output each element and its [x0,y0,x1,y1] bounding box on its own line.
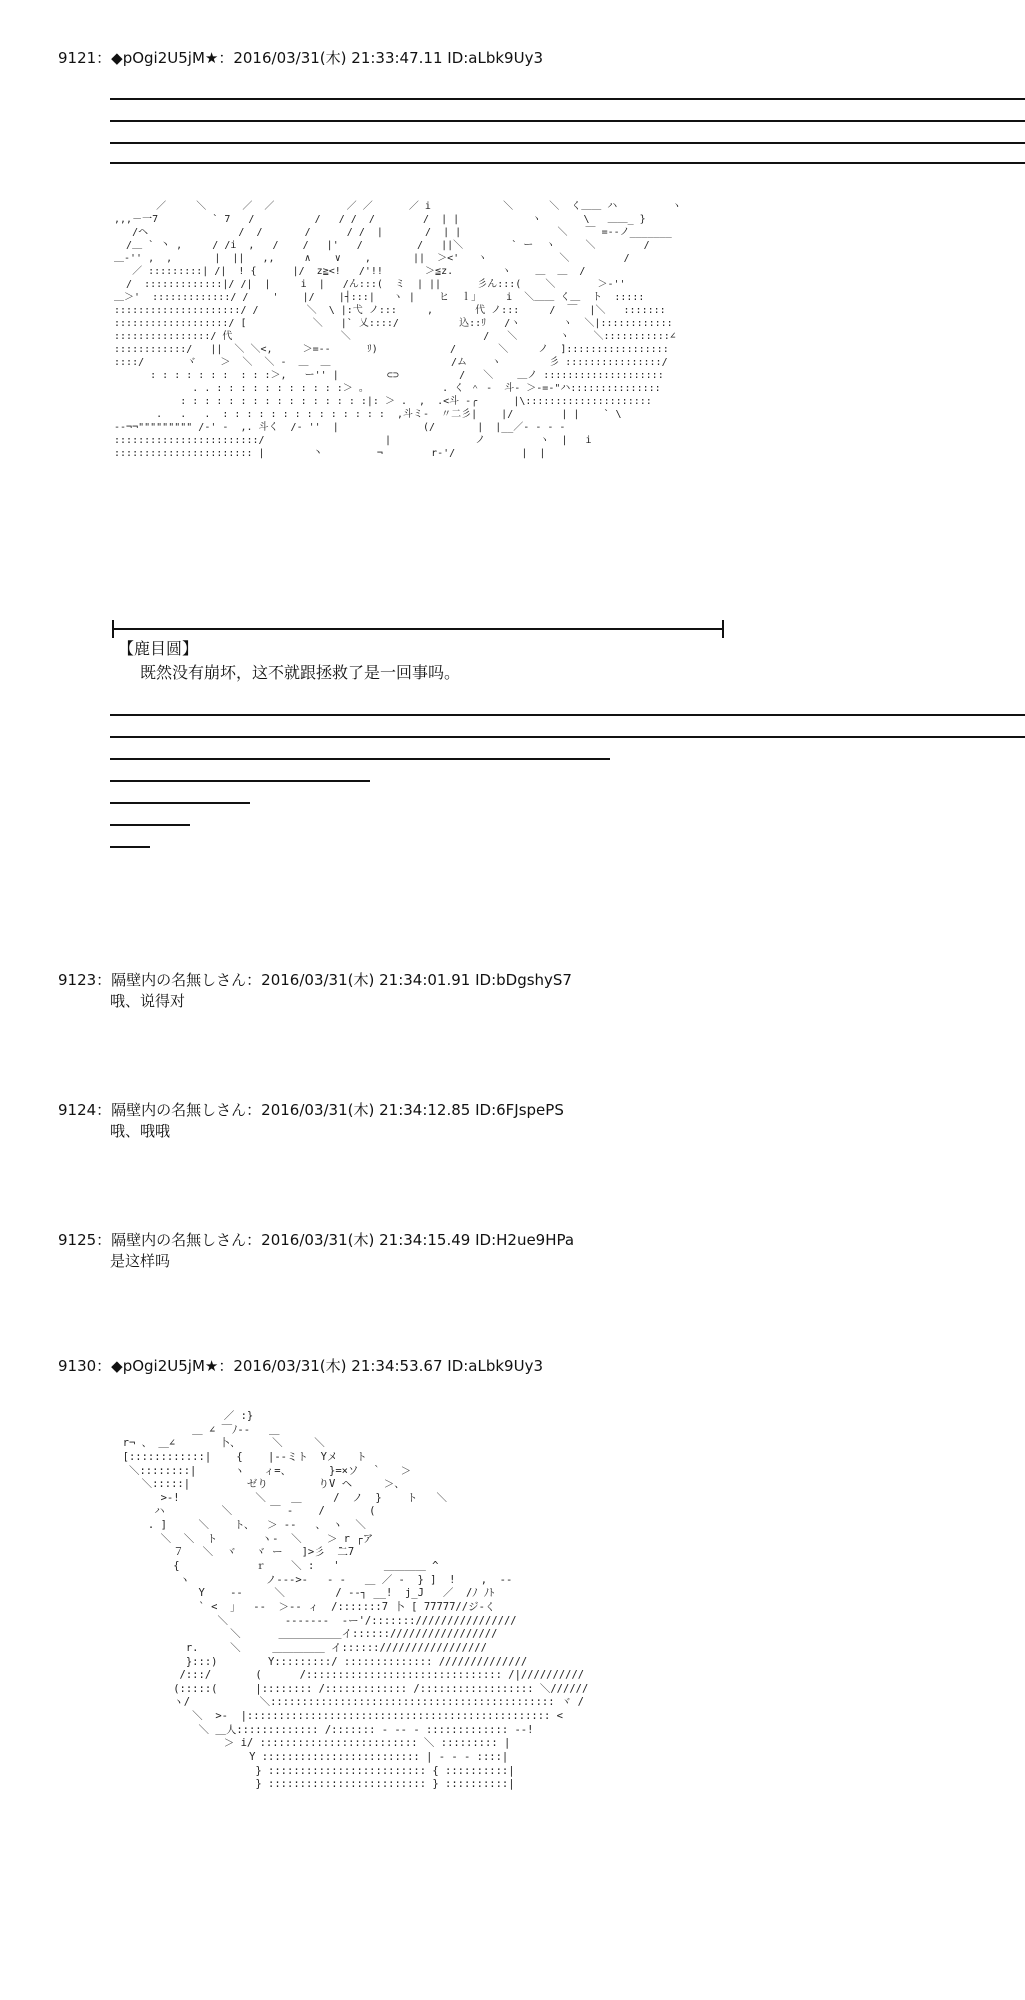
ascii-art-hand: ／ :} ＿ ∠ ￣ﾉ‐‐ ＿ r¬ 、 ＿∠ 卜、 ＼ ＼ [::::::::::::| { |‐‐ミト Yメ ト ＼::::::::| ヽ ィ=、 }=×ソ ｀ ＞ ＼:::::| ゼり りV ヘ ＞、 >-! ＼ ＿ / ノ } ト ＼ ハ ＼ ￣ ‐ / ( . ] ＼ ト、 ＞ ‐‐ 、 ヽ ＼ ＼ ＼ ト ヽ‐ ＼ ＞ r ┌ア ７ ＼ ヾ ヾ ー ]>彡 ̄二7 { ｒ ＼ : ' ＿＿＿＿ ^ ヽ ノ‐‐‐>‐ ‐ ‐ ＿ ／ ‐ } ] ! , ‐‐ Y ‐‐ ＼ / ‐‐┐ __! j_J ／ /ﾉ ﾉﾄ ` < 」 ‐‐ ＞‐‐ ィ /:::::::7 卜 [ 77777//ジ‐く ＼ ‐‐‐‐‐‐‐ ‐ー'/::::::://////////////// ＼ ＿＿＿＿＿＿イ::::::///////////////// r. ＼ ＿＿＿＿＿ イ::::::///////////////// }:::) Y:::::::::/ :::::::::::::: ////////////// /:::/ ( /::::::::::::::::::::::::::::::: /|////////// (:::::( |:::::::: /::::::::::::: /:::::::::::::::::: ＼////// ヽ/ ＼::::::::::::::::::::::::::::::::::::::::::::: ヾ / ＼ >‐ |:::::::::::::::::::::::::::::::::::::::::::::::: < ＼ ＿人::::::::::::: /::::::: ‐ ‐‐ ‐ ::::::::::::: ‐‐! ＞ i/ ::::::::::::::::::::::::: ＼ ::::::::: | Y ::::::::::::::::::::::::: | ‐ ‐ ‐ ::::| } ::::::::::::::::::::::::: { ::::::::::| } ::::::::::::::::::::::::: } ::::::::::| [122,1410,589,1791]
speech-bracket-left-end [112,620,114,638]
speech-text: 既然没有崩坏，这不就跟拯救了是一回事吗。 [140,663,461,682]
divider-line [110,846,150,848]
speech-bracket-line [112,628,724,630]
post-header-9125: 9125：隔壁内の名無しさん：2016/03/31(木) 21:34:15.49 ID:H2ue9HPa [58,1231,575,1249]
post-body-9123: 哦、说得对 [110,992,186,1010]
speaker-name: 【鹿目圆】 [118,639,199,658]
post-header-9121: 9121：◆pOgi2U5jM★：2016/03/31(木) 21:33:47.11 ID:aLbk9Uy3 [58,49,543,67]
speech-bracket-right-end [722,620,724,638]
post-header-9124: 9124：隔壁内の名無しさん：2016/03/31(木) 21:34:12.85 ID:6FJspePS [58,1101,564,1119]
divider-line [110,824,190,826]
ascii-art-face: ／ ＼ ／ ／ ／ ／ ／ i ＼ ＼ く＿＿ ハ ヽ ,,,－一7 ` 7 / / / / / / | | ヽ \ ＿＿_ } /ヘ / / / / / | / | | ＼ ￣ =-‐ノ_______ /＿ ` 丶 , / /i , / / |' / / ||＼ ` ー ヽ ＼ / ＿‐'' , , | || ,, ∧ ∨ , || ＞<' ヽ ＼ / ／ :::::::::| /| ! { |/ z≧<! /'!! ＞≦z. ヽ ＿ ＿ / / :::::::::::::|/ /| | i | /ん:::( ミ | || 彡ん:::( ＼ ＞‐'' ＿＞' :::::::::::::/ / ' |/ |┤:::| ヽ | ヒ ｌ｣ i ＼＿＿ く＿ ト ::::: :::::::::::::::::::::/ / ＼ \ |:弋 ノ::: , 代 ノ::: / ￣ |＼ ::::::: :::::::::::::::::::/ [ ＼ |` 乂::::/ 込::ﾘ /ヽ ヽ ＼|:::::::::::: ::::::::::::::::/ 代 ＼ / ＼ ヽ ＼:::::::::::∠ ::::::::::::/ || ＼ ＼<, ＞=-‐ ﾘ) / ＼ ノ ]::::::::::::::::: ::::/ ヾ ＞ ＼ ＼ ‐ ＿ ＿ /ム ヽ 彡 ::::::::::::::::/ : : : : : : : : : :＞, ー'' | ⊂⊃ / ＼ ＿ノ :::::::::::::::::::: . . : : : : : : : : : : :＞ ｡ . く ＾ ‐ 斗‐ ＞-=-"ハ::::::::::::::: : : : : : : : : : : : : : : : :|: ＞ . , .<斗 ‐╭ |\::::::::::::::::::::: . . . : : : : : : : : : : : : : : ,斗ミ‐ 〃二彡| |/ | | ` \ ‐‐¬¬""""""""" /‐' ‐ ,. 斗く /‐ '' | (/ | |__／‐ ‐ ‐ ‐ ::::::::::::::::::::::::/ | ノ ヽ | i ::::::::::::::::::::::: | 丶 ¬ r‐'/ | | [114,201,682,459]
post-header-9123: 9123：隔壁内の名無しさん：2016/03/31(木) 21:34:01.91 ID:bDgshyS7 [58,971,572,989]
divider-line [110,802,250,804]
post-header-9130: 9130：◆pOgi2U5jM★：2016/03/31(木) 21:34:53.67 ID:aLbk9Uy3 [58,1357,543,1375]
divider-line [110,780,370,782]
post-body-9125: 是这样吗 [110,1252,171,1270]
divider-line [110,98,1025,100]
divider-line [110,120,1025,122]
post-body-9124: 哦、哦哦 [110,1122,171,1140]
divider-line [110,736,1025,738]
divider-line [110,714,1025,716]
divider-line [110,758,610,760]
divider-line [110,162,1025,164]
divider-line [110,142,1025,144]
